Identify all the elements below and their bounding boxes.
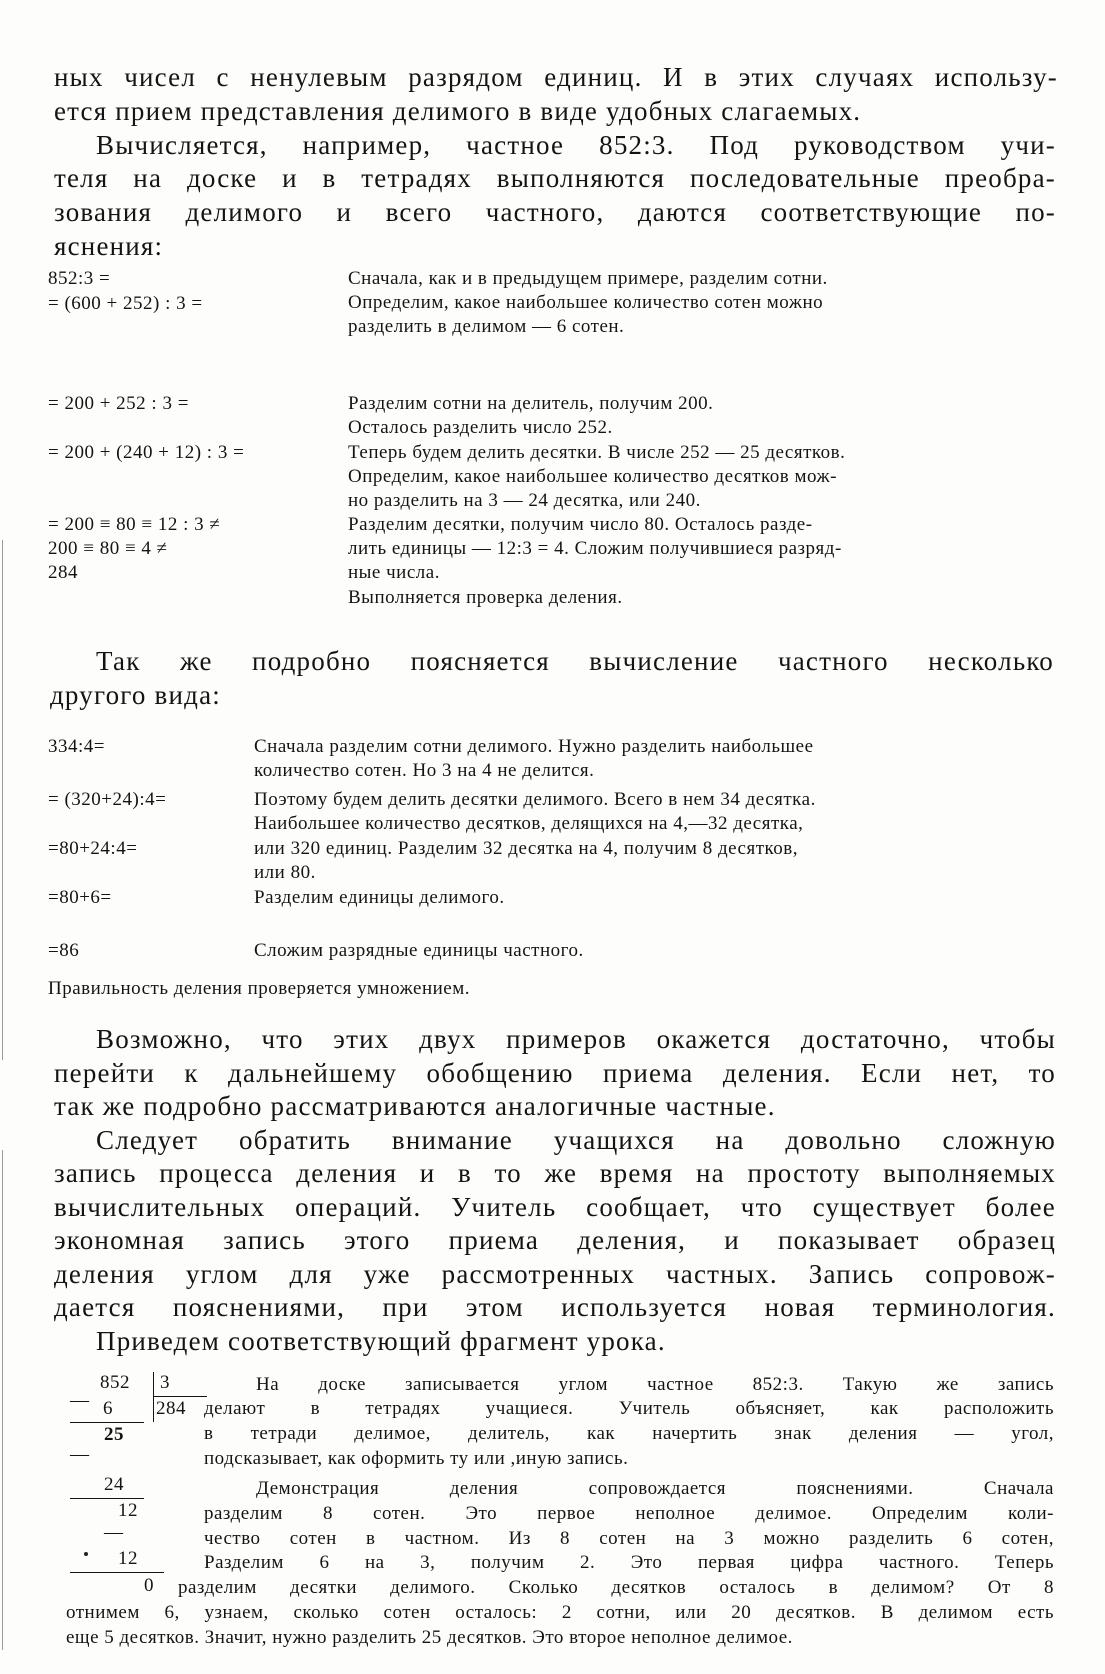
intro-line-2: ется прием представления делимого в виде удобных слагаемых. <box>54 96 862 126</box>
ex1-math-2: = (600 + 252) : 3 = <box>48 293 203 314</box>
ex1-note-9: Разделим десятки, получим число 80. Осталось разде- <box>348 514 813 535</box>
final-line-2: делают в тетрадях учащиеся. Учитель объясняет, как расположить <box>204 1398 1054 1419</box>
final-line-8: Разделим 6 на 3, получим 2. Это первая цифра частного. Теперь <box>204 1552 1054 1573</box>
ld-divisor: 3 <box>160 1372 170 1393</box>
body-line-5: запись процесса деления и в то же время на простоту выполняемых <box>54 1158 1056 1188</box>
ld-minus-3: — <box>104 1522 124 1543</box>
final-line-4: подсказывает, как оформить ту или ,иную запись. <box>204 1448 629 1469</box>
ex2-note-4: Наибольшее количество десятков, делящихся на 4,—32 десятка, <box>254 813 804 834</box>
ld-step-24: 24 <box>104 1474 124 1495</box>
final-line-5: Демонстрация деления сопровождается пояснениями. Сначала <box>256 1478 1054 1499</box>
ex2-note-5: или 320 единиц. Разделим 32 десятка на 4, получим 8 десятков, <box>254 838 798 859</box>
ex1-note-12: Выполняется проверка деления. <box>348 587 623 608</box>
intro-line-5: зования делимого и всего частного, даются соответствующие по- <box>54 197 1056 227</box>
ex1-math-3: = 200 + 252 : 3 = <box>48 393 189 414</box>
ld-rule-2 <box>70 1498 144 1499</box>
ex1-math-1: 852:3 = <box>48 268 111 289</box>
body-line-8: деления углом для уже рассмотренных частных. Запись сопровож- <box>54 1259 1056 1289</box>
ex2-math-4: =80+6= <box>48 887 112 908</box>
body-line-1: Возможно, что этих двух примеров окажется достаточно, чтобы <box>96 1024 1056 1054</box>
ex1-note-1: Сначала, как и в предыдущем примере, разделим сотни. <box>348 268 828 289</box>
intro-line-3: Вычисляется, например, частное 852:3. Под руководством учи- <box>96 130 1056 160</box>
final-line-11: еще 5 десятков. Значит, нужно разделить 25 десятков. Это второе неполное делимое. <box>66 1627 793 1648</box>
ld-step-0: 0 <box>144 1575 154 1596</box>
body-line-10: Приведем соответствующий фрагмент урока. <box>96 1326 666 1356</box>
body-line-7: экономная запись этого приема деления, и показывает образец <box>54 1225 1056 1255</box>
ex1-note-5: Осталось разделить число 252. <box>348 417 613 438</box>
body-line-6: вычислительных операций. Учитель сообщает, что существует более <box>54 1192 1056 1222</box>
ex1-note-6: Теперь будем делить десятки. В числе 252 — 25 десятков. <box>348 442 846 463</box>
middle-line-1: Так же подробно поясняется вычисление частного несколько <box>96 646 1054 676</box>
final-line-3: в тетради делимое, делитель, как начертить знак деления — угол, <box>204 1423 1054 1444</box>
ex1-note-4: Разделим сотни на делитель, получим 200. <box>348 393 714 414</box>
ld-step-12a: 12 <box>118 1500 138 1521</box>
ex2-note-3: Поэтому будем делить десятки делимого. Всего в нем 34 десятка. <box>254 789 816 810</box>
ex2-check: Правильность деления проверяется умножением. <box>48 978 470 999</box>
middle-line-2: другого вида: <box>50 680 221 710</box>
ld-rule-1 <box>70 1422 144 1423</box>
body-line-4: Следует обратить внимание учащихся на довольно сложную <box>96 1125 1056 1155</box>
ex1-note-8: но разделить на 3 — 24 десятка, или 240. <box>348 490 701 511</box>
final-line-6: разделим 8 сотен. Это первое неполное делимое. Определим коли- <box>204 1503 1054 1524</box>
body-line-9: дается пояснениями, при этом используется новая терминология. <box>54 1292 1056 1322</box>
ld-ink-dot <box>84 1552 88 1556</box>
body-line-2: перейти к дальнейшему обобщению приема деления. Если нет, то <box>54 1058 1056 1088</box>
ex1-math-5: = 200 ≡ 80 ≡ 12 : 3 ≠ <box>48 514 221 535</box>
ex2-note-2: количество сотен. Но 3 на 4 не делится. <box>254 760 595 781</box>
ex2-math-2: = (320+24):4= <box>48 789 167 810</box>
ex1-math-6: 200 ≡ 80 ≡ 4 ≠ <box>48 538 168 559</box>
ex2-note-1: Сначала разделим сотни делимого. Нужно разделить наибольшее <box>254 736 814 757</box>
ex2-note-6: или 80. <box>254 862 316 883</box>
scan-margin-line <box>2 1150 3 1650</box>
ld-dividend: 852 <box>100 1372 130 1393</box>
final-line-9: разделим десятки делимого. Сколько десятков осталось в делимом? От 8 <box>178 1577 1054 1598</box>
ex2-math-1: 334:4= <box>48 736 105 757</box>
ld-step-12b: 12 <box>118 1548 138 1569</box>
intro-line-4: теля на доске и в тетрадях выполняются последовательные преобра- <box>54 163 1056 193</box>
scan-margin-line <box>2 540 3 1060</box>
ex1-note-7: Определим, какое наибольшее количество десятков мож- <box>348 466 837 487</box>
ex1-note-2: Определим, какое наибольшее количество сотен можно <box>348 292 824 313</box>
ld-step-6: 6 <box>103 1398 113 1419</box>
ex2-math-5: =86 <box>48 940 80 961</box>
body-line-3: так же подробно рассматриваются аналогичные частные. <box>54 1091 776 1121</box>
ld-quotient: 284 <box>156 1398 186 1419</box>
ld-minus-1: — <box>70 1390 90 1411</box>
ex1-note-3: разделить в делимом — 6 сотен. <box>348 316 625 337</box>
intro-line-6: яснения: <box>54 231 164 261</box>
ex1-math-4: = 200 + (240 + 12) : 3 = <box>48 442 245 463</box>
final-line-7: чество сотен в частном. Из 8 сотен на 3 можно разделить 6 сотен, <box>204 1528 1054 1549</box>
ex1-math-7: 284 <box>48 562 78 583</box>
final-line-1: На доске записывается углом частное 852:3. Такую же запись <box>256 1374 1054 1395</box>
ld-corner-horizontal <box>153 1396 207 1397</box>
ex2-math-3: =80+24:4= <box>48 838 138 859</box>
final-line-10: отнимем 6, узнаем, сколько сотен осталось: 2 сотни, или 20 десятков. В делимом есть <box>66 1602 1054 1623</box>
ld-corner-vertical <box>153 1372 154 1422</box>
ld-minus-2: — <box>70 1444 90 1465</box>
intro-line-1: ных чисел с ненулевым разрядом единиц. И в этих случаях использу- <box>54 62 1058 92</box>
ex1-note-10: лить единицы — 12:3 = 4. Сложим получившиеся разряд- <box>348 538 842 559</box>
ld-step-25: 25 <box>104 1424 124 1445</box>
ex2-note-8: Сложим разрядные единицы частного. <box>254 940 584 961</box>
ex1-note-11: ные числа. <box>348 562 440 583</box>
ex2-note-7: Разделим единицы делимого. <box>254 887 505 908</box>
ld-rule-3 <box>70 1572 164 1573</box>
